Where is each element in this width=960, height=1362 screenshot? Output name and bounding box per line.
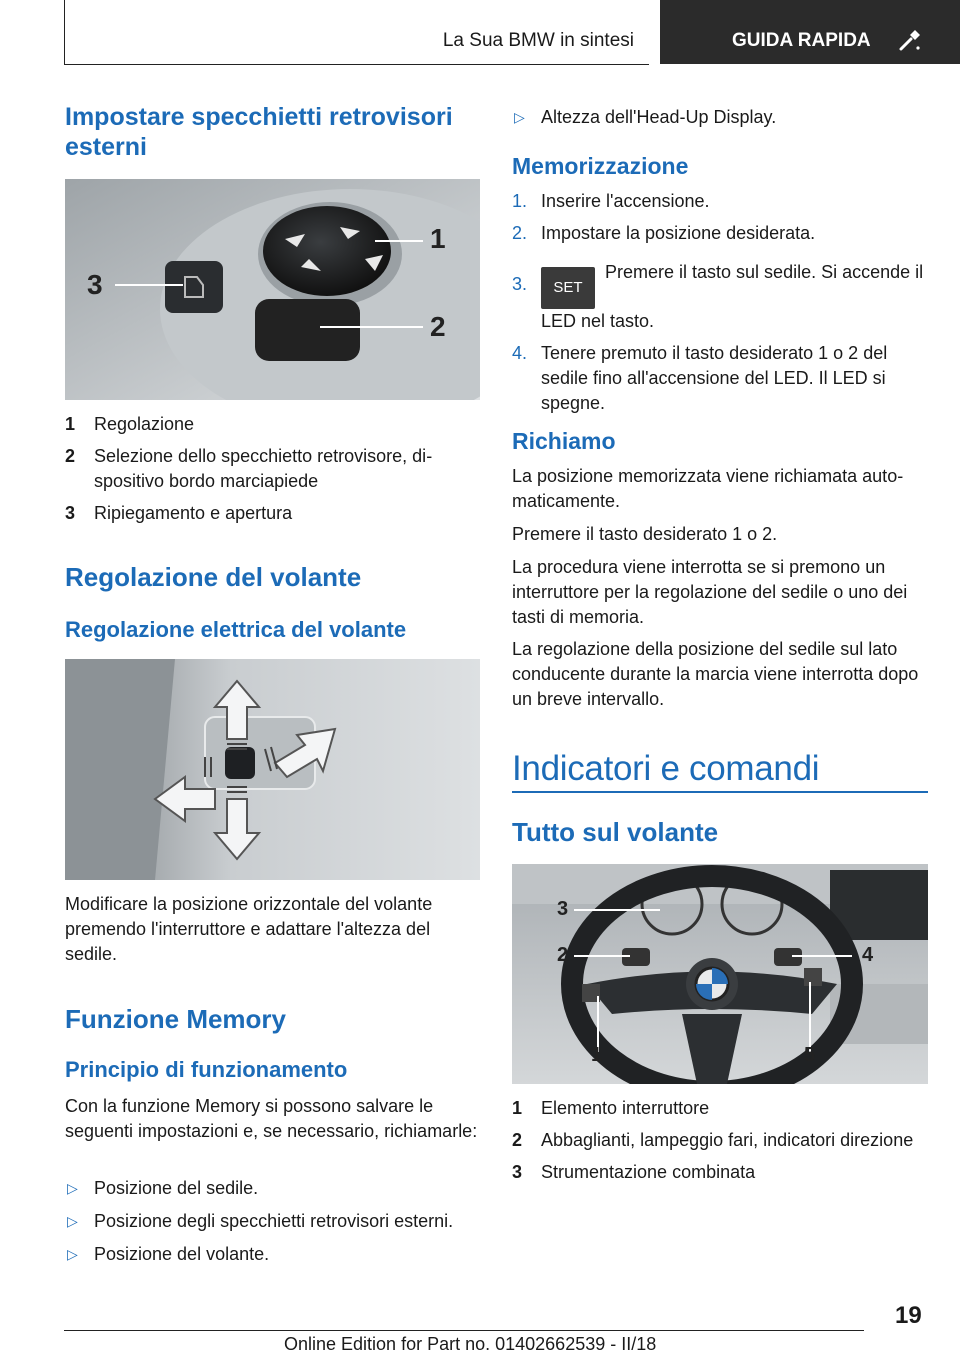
steering-wheel-figure	[512, 864, 928, 1084]
list-item: 3 Ripiegamento e apertura	[65, 503, 293, 523]
mirrors-legend	[65, 412, 480, 533]
steering-description: Modificare la posizione orizzontale del volante premendo l'interruttore e adattare l'altezza del sedile.	[65, 894, 433, 964]
mirror-switch-figure	[65, 179, 480, 400]
indicators-title: Indicatori e comandi	[512, 749, 820, 788]
wheel-callout-2: 2	[557, 944, 569, 966]
bullet-triangle-icon: ▷	[67, 1246, 78, 1262]
steering-title: Regolazione del volante	[65, 562, 362, 592]
memory-bullets-continued	[512, 105, 928, 138]
indicators-title-rule	[512, 791, 928, 793]
memory-subtitle: Principio di funzionamento	[65, 1057, 348, 1082]
steering-adjust-figure	[65, 659, 480, 880]
steering-wheel-illustration	[512, 864, 928, 1084]
header-rule	[64, 64, 649, 65]
list-item: 2 Selezione dello specchietto retrovisore, dispositivo bordo marciapiede	[65, 446, 433, 491]
header-tab-label: GUIDA RAPIDA	[732, 30, 871, 51]
header-left-rule	[64, 0, 65, 64]
list-item: 2. Impostare la posizione desiderata.	[512, 223, 816, 243]
mirror-callout-1: 1	[430, 223, 446, 254]
mirror-switch-illustration	[65, 179, 480, 400]
footer-rule	[64, 1330, 864, 1331]
memory-title: Funzione Memory	[65, 1004, 287, 1034]
list-item: 1. Inserire l'accensione.	[512, 191, 710, 211]
storing-steps	[512, 189, 928, 423]
wheel-callout-3: 3	[557, 898, 569, 920]
storing-title: Memorizzazione	[512, 153, 689, 179]
bullet-triangle-icon: ▷	[67, 1180, 78, 1196]
header-section-title: La Sua BMW in sintesi	[442, 30, 634, 51]
steering-subtitle: Regolazione elettrica del volante	[65, 617, 407, 642]
list-item: 3 Strumentazione combinata	[512, 1162, 756, 1182]
recall-title: Richiamo	[512, 428, 616, 454]
wheel-callout-5: 5	[804, 1044, 816, 1066]
mirror-callout-3: 3	[87, 269, 103, 300]
list-item: 3. SETPremere il tasto sul sedile. Si accende il LED nel tasto.	[512, 262, 924, 331]
page-number: 19	[895, 1302, 922, 1329]
list-item: ▷ Posizione del sedile.	[65, 1176, 480, 1201]
wheel-callout-1: 1	[591, 1044, 603, 1066]
mirrors-title: Impostare specchietti retrovisori esterni	[65, 103, 453, 161]
recall-paragraph-2: Premere il tasto desiderato 1 o 2.	[512, 524, 778, 544]
wheel-callout-4: 4	[862, 944, 874, 966]
memory-bullets	[65, 1176, 480, 1275]
set-button-icon: SET	[541, 267, 595, 309]
bullet-triangle-icon: ▷	[514, 109, 525, 125]
recall-paragraph-1: La posizione memorizzata viene richiamata automaticamente.	[512, 466, 904, 511]
memory-description: Con la funzione Memory si possono salvare le seguenti impostazioni e, se necessario, richiamarle:	[65, 1096, 478, 1141]
recall-paragraph-3: La procedura viene interrotta se si premono un interruttore per la regolazione del sedile o uno dei tasti di memoria.	[512, 557, 908, 627]
list-item: 1 Elemento interruttore	[512, 1098, 710, 1118]
indicators-legend	[512, 1096, 928, 1192]
list-item: ▷ Posizione degli specchietti retrovisori esterni.	[65, 1209, 480, 1234]
indicators-subtitle: Tutto sul volante	[512, 817, 719, 847]
list-item: 4. Tenere premuto il tasto desiderato 1 o 2 del sedile fino all'accensione del LED. Il LED si spegne.	[512, 343, 888, 413]
list-item: 1 Regolazione	[65, 414, 195, 434]
footer-edition: Online Edition for Part no. 01402662539 - II/18	[284, 1334, 657, 1354]
list-item: 2 Abbaglianti, lampeggio fari, indicatori direzione	[512, 1130, 914, 1150]
header-tab	[660, 0, 960, 64]
bullet-triangle-icon: ▷	[67, 1213, 78, 1229]
mirror-callout-2: 2	[430, 311, 446, 342]
steering-adjust-illustration	[65, 659, 480, 880]
wrench-icon	[898, 28, 922, 52]
recall-paragraph-4: La regolazione della posizione del sedile sul lato conducente durante la marcia viene interrotta dopo un breve intervallo.	[512, 639, 919, 709]
list-item: ▷ Altezza dell'Head-Up Display.	[512, 105, 928, 130]
list-item: ▷ Posizione del volante.	[65, 1242, 480, 1267]
